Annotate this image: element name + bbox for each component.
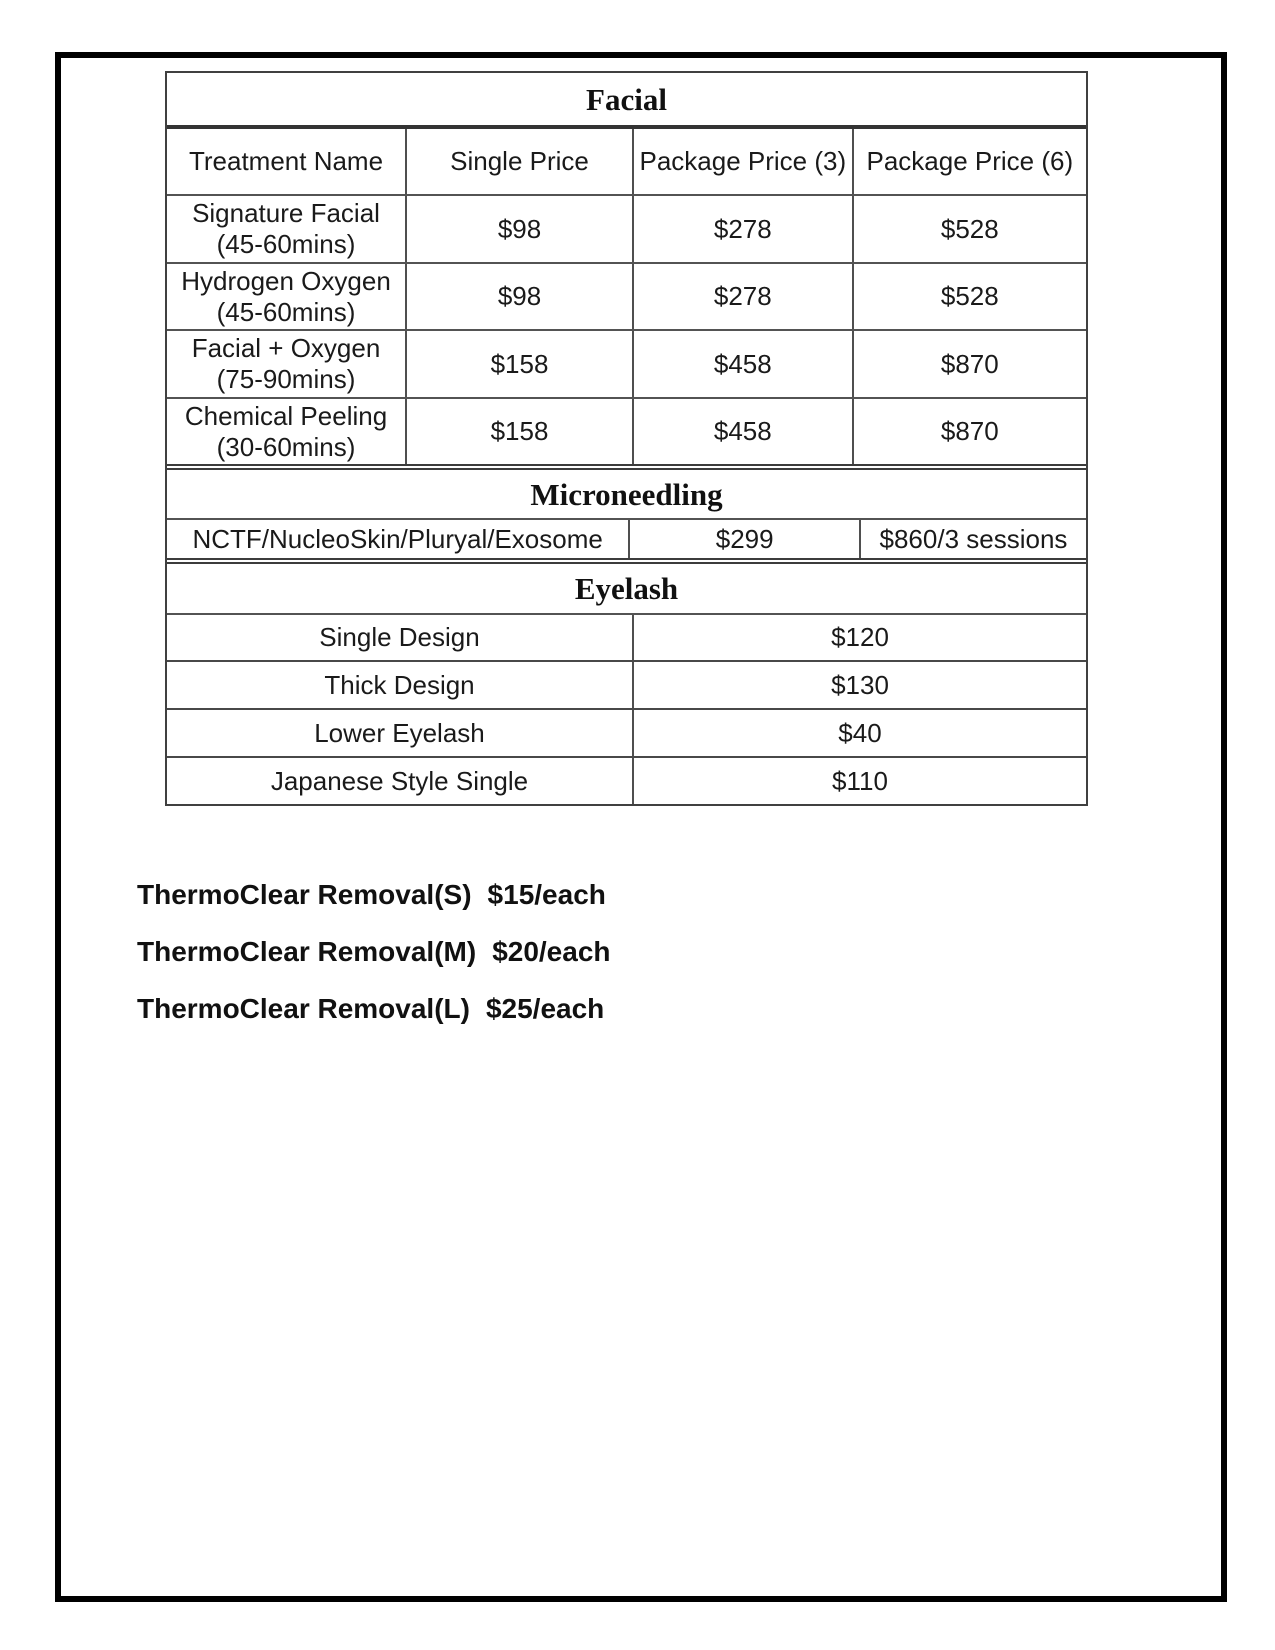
facial-title-text: Facial bbox=[586, 81, 667, 117]
package3-price-cell: $458 bbox=[632, 331, 852, 397]
package6-price-cell: $528 bbox=[852, 196, 1086, 262]
thermoclear-price-list bbox=[137, 878, 611, 1049]
treatment-name: Facial + Oxygen bbox=[191, 333, 381, 363]
package6-price-cell: $528 bbox=[852, 264, 1086, 329]
eyelash-price-cell: $40 bbox=[632, 710, 1086, 756]
package6-price-cell: $870 bbox=[852, 331, 1086, 397]
single-price-cell: $98 bbox=[405, 264, 632, 329]
single-price-cell: $98 bbox=[405, 196, 632, 262]
treatment-duration: (45-60mins) bbox=[216, 229, 356, 259]
package3-price-cell: $458 bbox=[632, 399, 852, 464]
microneedling-section-title bbox=[167, 464, 1086, 518]
eyelash-name-cell: Lower Eyelash bbox=[314, 717, 485, 748]
eyelash-price-cell: $130 bbox=[632, 662, 1086, 708]
treatment-row-chemical-peeling bbox=[167, 397, 1086, 464]
treatment-row-facial-oxygen bbox=[167, 329, 1086, 397]
facial-section-title bbox=[167, 73, 1086, 125]
column-header-package-price-6: Package Price (6) bbox=[852, 129, 1086, 194]
single-price-cell: $158 bbox=[405, 331, 632, 397]
eyelash-price-cell: $120 bbox=[632, 615, 1086, 660]
eyelash-name-cell: Japanese Style Single bbox=[270, 765, 529, 796]
treatment-name: Chemical Peeling bbox=[184, 400, 388, 431]
microneedling-title-text: Microneedling bbox=[530, 476, 723, 512]
eyelash-name-cell: Single Design bbox=[319, 622, 480, 652]
treatment-row-signature-facial bbox=[167, 194, 1086, 262]
package3-price-cell: $278 bbox=[632, 264, 852, 329]
treatment-name-cell bbox=[167, 331, 405, 397]
facial-header-row bbox=[167, 125, 1086, 194]
thermoclear-item-small bbox=[137, 878, 611, 912]
treatment-duration: (30-60mins) bbox=[216, 431, 356, 462]
eyelash-row-japanese-style-single bbox=[167, 756, 1086, 804]
single-price-cell: $299 bbox=[628, 520, 859, 558]
treatment-row-hydrogen-oxygen bbox=[167, 262, 1086, 329]
package3-price-cell: $278 bbox=[632, 196, 852, 262]
package6-price-cell: $870 bbox=[852, 399, 1086, 464]
treatment-name-cell: NCTF/NucleoSkin/Pluryal/Exosome bbox=[192, 523, 603, 554]
thermoclear-item-medium bbox=[137, 935, 611, 969]
treatment-duration: (45-60mins) bbox=[216, 296, 356, 327]
eyelash-row-thick-design bbox=[167, 660, 1086, 708]
eyelash-title-text: Eyelash bbox=[574, 571, 679, 606]
treatment-row-microneedling bbox=[167, 518, 1086, 558]
single-price-cell: $158 bbox=[405, 399, 632, 464]
treatment-name-cell bbox=[167, 399, 405, 464]
thermoclear-label: ThermoClear Removal(L) bbox=[137, 993, 470, 1024]
eyelash-price-cell: $110 bbox=[632, 758, 1086, 804]
treatment-name-cell bbox=[167, 196, 405, 262]
thermoclear-item-large bbox=[137, 992, 611, 1026]
eyelash-name-cell: Thick Design bbox=[324, 669, 475, 700]
treatment-duration: (75-90mins) bbox=[216, 364, 356, 394]
treatment-name: Signature Facial bbox=[192, 198, 380, 228]
thermoclear-label: ThermoClear Removal(S) bbox=[137, 879, 472, 910]
eyelash-section-title bbox=[167, 558, 1086, 613]
price-table bbox=[165, 71, 1088, 806]
eyelash-row-single-design bbox=[167, 613, 1086, 660]
treatment-name: Hydrogen Oxygen bbox=[181, 265, 391, 296]
treatment-name-cell bbox=[167, 264, 405, 329]
column-header-package-price-3: Package Price (3) bbox=[632, 129, 852, 194]
eyelash-row-lower-eyelash bbox=[167, 708, 1086, 756]
thermoclear-price: $15/each bbox=[487, 879, 606, 910]
thermoclear-price: $20/each bbox=[492, 936, 611, 967]
thermoclear-price: $25/each bbox=[485, 993, 605, 1024]
thermoclear-label: ThermoClear Removal(M) bbox=[137, 936, 477, 967]
column-header-single-price: Single Price bbox=[405, 129, 632, 194]
package-price-cell: $860/3 sessions bbox=[859, 520, 1086, 558]
column-header-treatment-name: Treatment Name bbox=[188, 146, 384, 176]
